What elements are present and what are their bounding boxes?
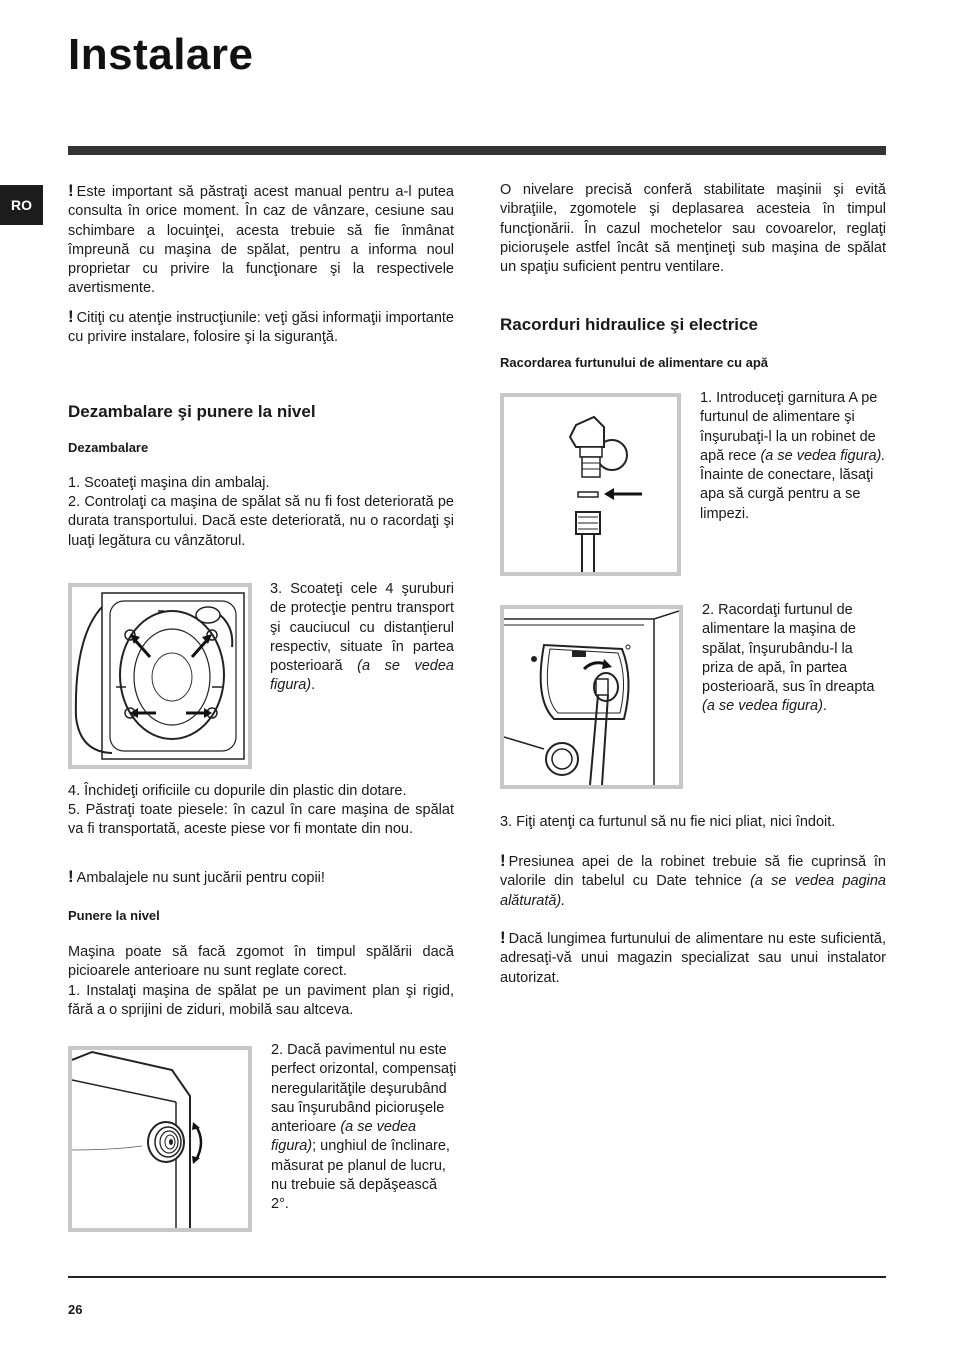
page-number: 26 [68,1302,83,1317]
figure-leveling-foot [68,1046,252,1232]
hose-step-2 [702,601,886,717]
subheading-water-hose: Racordarea furtunului de alimentare cu apă [500,355,769,370]
step-5: 5. Păstraţi toate piesele: în cazul în care maşina de spălat va fi transportată, aceste piese vor fi montate din nou. [68,802,454,838]
hose-step-1-end: Înainte de conectare, lăsaţi apa să curgă pentru a se limpezi. [700,467,874,522]
page-title: Instalare [68,30,254,79]
step-2: 2. Controlaţi ca maşina de spălat să nu fi fost deteriorată pe durata transportului. Dacă este deteriorată, nu o racordaţi şi luaţi legătura cu vânzătorul. [68,494,454,549]
page-reference: (a se vedea pagina alăturată). [500,873,886,909]
pressure-warning-text: Presiunea apei de la robinet trebuie să fie cuprinsă în valorile din tabelul cu Date tehnice [500,854,886,890]
step-3-end: . [311,677,316,694]
section-heading-unpacking: Dezambalare şi punere la nivel [68,402,316,421]
step-4: 4. Închideţi orificiile cu dopurile din plastic din dotare. [68,783,407,799]
intro-text-2: Citiţi cu atenţie instrucţiunile: veţi găsi informaţii importante cu privire instalare, folosire şi la siguranţă. [68,310,454,346]
warning-mark: ! [500,851,506,870]
step-3 [270,580,454,696]
language-tab: RO [0,185,43,225]
leveling-step-2-text: 2. Dacă pavimentul nu este perfect orizontal, compensaţi neregularităţile deşurubând sau înşurubând picioruşele anterioare [271,1042,457,1136]
length-warning-text: Dacă lungimea furtunului de alimentare nu este suficientă, adresaţi-vă unui magazin specializat sau unui instalator autorizat. [500,931,886,986]
warning-mark: ! [68,181,74,200]
figure-rear-panel [68,583,252,769]
intro-text-1: Este important să păstraţi acest manual pentru a-l putea consulta în orice moment. În caz de vânzare, cesiune sau schimbare a locuinţei, acesta trebuie să fie înmânat împreună cu maşina de spălat, pentru a informa noul proprietar cu privire la funcţionare şi la respectivele avertismente. [68,184,454,297]
length-warning [500,928,886,988]
packaging-warning-text: Ambalajele nu sunt jucării pentru copii! [76,870,325,886]
leveling-precision-text: O nivelare precisă conferă stabilitate maşinii şi evită vibraţiile, zgomotele şi deplasarea acesteia în timpul funcţionării. În cazul mochetelor sau covoarelor, reglaţi picioruşele astfel încât să menţineţi sub maşina de spălat un spaţiu suficient pentru ventilare. [500,182,886,276]
warning-mark: ! [68,307,74,326]
step-3-text: 3. Scoateţi cele 4 şuruburi de protecţie pentru transport şi cauciucul cu distanţierul respectiv, situate în partea posterioară [270,581,454,675]
bottom-divider [68,1276,886,1278]
figure-machine-inlet [500,605,683,789]
hose-step-2-text: 2. Racordaţi furtunul de alimentare la maşina de spălat, înşurubându-l la priza de apă, în partea posterioară, sus în dreapta [702,602,875,696]
warning-mark: ! [68,867,74,886]
tap-hose-illustration [504,397,677,572]
leveling-step-2 [271,1041,457,1215]
step-1: 1. Scoateţi maşina din ambalaj. [68,475,270,491]
figure-reference: (a se vedea figura) [702,698,823,715]
leveling-step-1: 1. Instalaţi maşina de spălat pe un paviment plan şi rigid, fără a o sprijini de ziduri, mobilă sau altceva. [68,983,454,1019]
leveling-step-2-end: ; unghiul de înclinare, măsurat pe planul de lucru, nu trebuie să depăşească 2°. [271,1138,450,1213]
figure-tap-connection [500,393,681,576]
hose-step-1-text: 1. Introduceţi garnitura A pe furtunul de alimentare şi înşurubaţi-l la un robinet de apă rece [700,390,878,464]
top-divider [68,146,886,155]
figure-reference: (a se vedea figura) [270,658,454,694]
subheading-leveling: Punere la nivel [68,908,160,923]
subheading-unpacking: Dezambalare [68,440,149,455]
foot-adjust-illustration [72,1050,248,1228]
figure-reference: (a se vedea figura). [760,447,886,464]
pressure-warning [500,851,886,911]
hose-step-3: 3. Fiţi atenţi ca furtunul să nu fie nici pliat, nici îndoit. [500,814,836,830]
hose-step-1 [700,389,886,524]
washer-rear-illustration [72,587,248,765]
section-heading-connections: Racorduri hidraulice şi electrice [500,315,758,334]
packaging-warning [68,867,454,888]
machine-inlet-illustration [504,609,679,785]
hose-step-2-end: . [822,698,827,715]
leveling-intro: Maşina poate să facă zgomot în timpul spălării dacă picioarele anterioare nu sunt reglate corect. [68,944,454,980]
figure-reference: (a se vedea figura) [271,1119,417,1155]
intro-paragraph-1 [68,181,454,299]
intro-paragraph-2 [68,307,454,348]
warning-mark: ! [500,928,506,947]
